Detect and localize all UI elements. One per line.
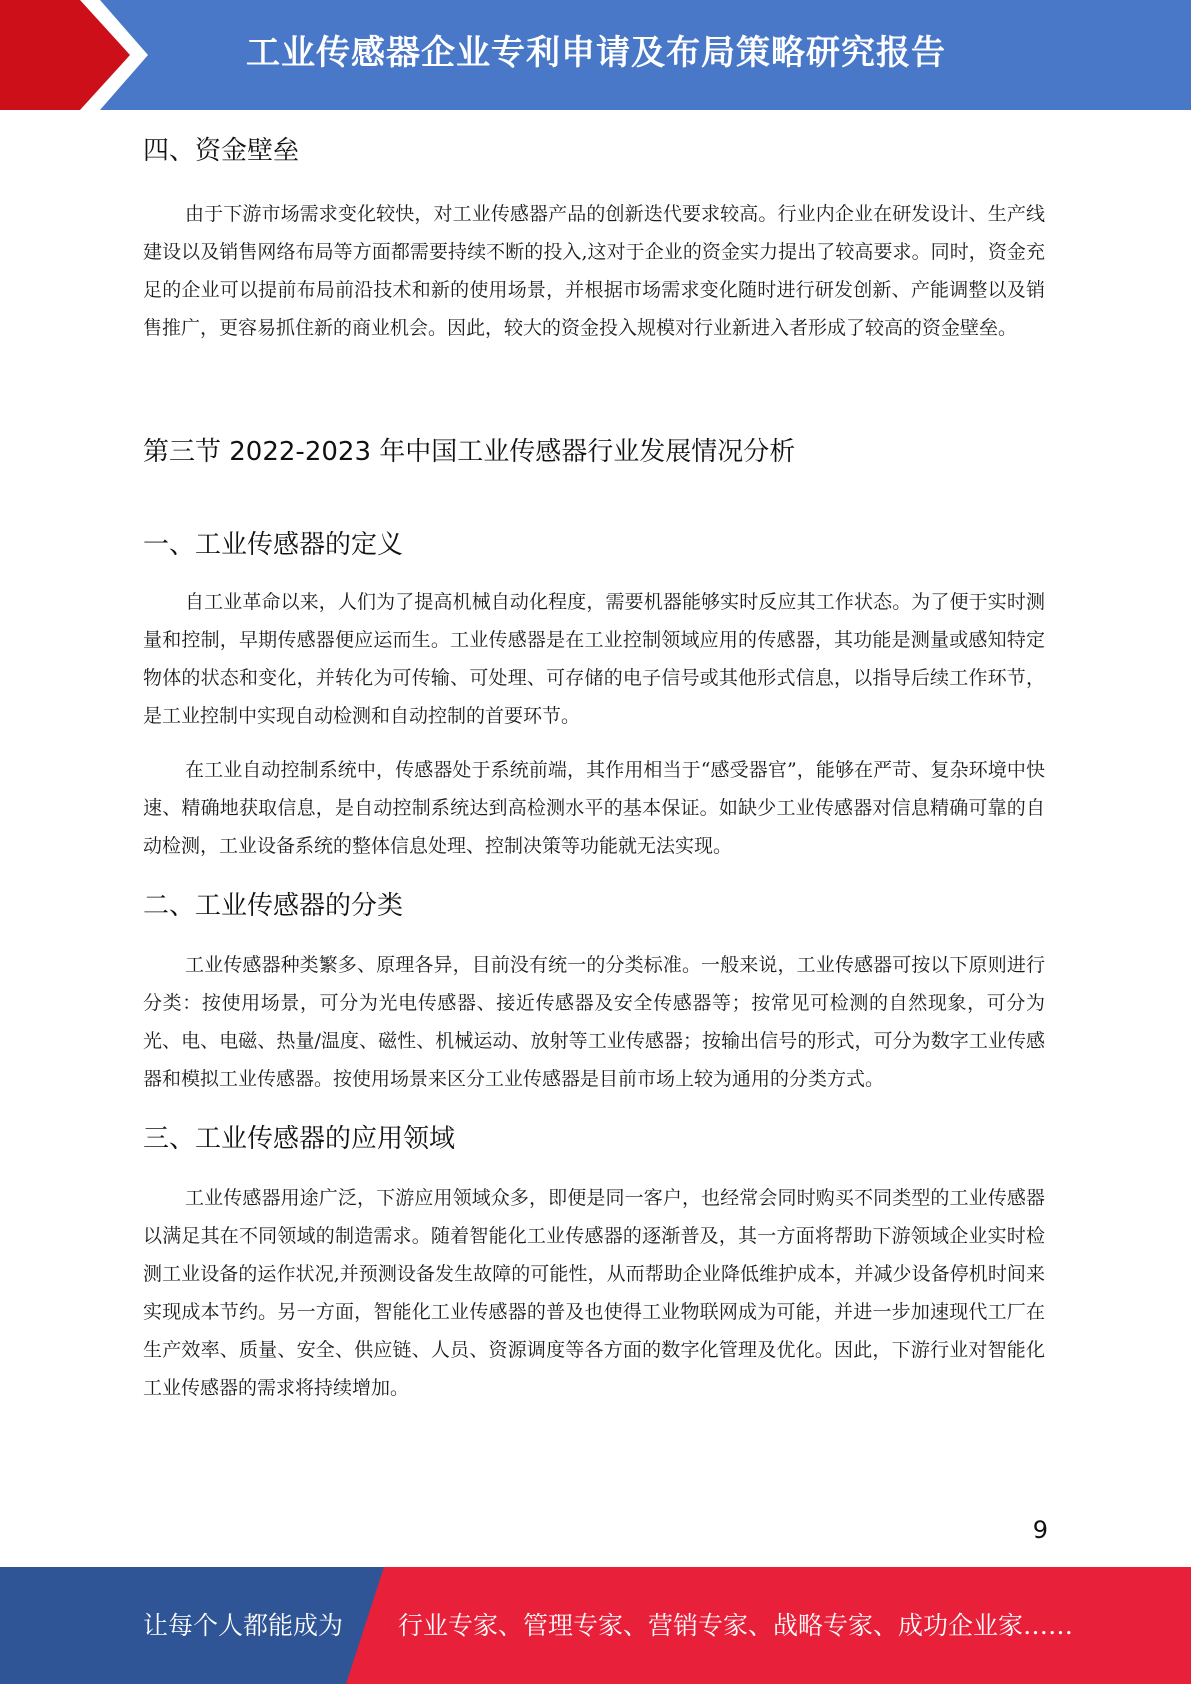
section-heading-classification: 二、工业传感器的分类	[143, 891, 404, 921]
footer-slogan-left: 让每个人都能成为	[143, 1611, 344, 1640]
page-content	[143, 120, 1045, 1407]
report-title: 工业传感器企业专利申请及布局策略研究报告	[246, 33, 946, 73]
paragraph: 由于下游市场需求变化较快，对工业传感器产品的创新迭代要求较高。行业内企业在研发设计、生产线建设以及销售网络布局等方面都需要持续不断的投入,这对于企业的资金实力提出了较高要求。同时，资金充足的企业可以提前布局前沿技术和新的使用场景，并根据市场需求变化随时进行研发创新、产能调整以及销售推广，更容易抓住新的商业机会。因此，较大的资金投入规模对行业新进入者形成了较高的资金壁垒。	[143, 203, 1045, 339]
section-heading-definition: 一、工业传感器的定义	[143, 530, 404, 560]
paragraph: 在工业自动控制系统中，传感器处于系统前端，其作用相当于“感受器官”，能够在严苛、复杂环境中快速、精确地获取信息，是自动控制系统达到高检测水平的基本保证。如缺少工业传感器对信息精确可靠的自动检测，工业设备系统的整体信息处理、控制决策等功能就无法实现。	[143, 759, 1045, 857]
page-number: 9	[1032, 1516, 1048, 1544]
section-heading-funding-barrier: 四、资金壁垒	[143, 136, 300, 166]
chevron-arrow-icon	[0, 0, 160, 110]
paragraph: 工业传感器种类繁多、原理各异，目前没有统一的分类标准。一般来说，工业传感器可按以下原则进行分类：按使用场景，可分为光电传感器、接近传感器及安全传感器等；按常见可检测的自然现象，可分为光、电、电磁、热量/温度、磁性、机械运动、放射等工业传感器；按输出信号的形式，可分为数字工业传感器和模拟工业传感器。按使用场景来区分工业传感器是目前市场上较为通用的分类方式。	[143, 954, 1045, 1090]
paragraph: 自工业革命以来，人们为了提高机械自动化程度，需要机器能够实时反应其工作状态。为了便于实时测量和控制，早期传感器便应运而生。工业传感器是在工业控制领域应用的传感器，其功能是测量或感知特定物体的状态和变化，并转化为可传输、可处理、可存储的电子信号或其他形式信息，以指导后续工作环节，是工业控制中实现自动检测和自动控制的首要环节。	[143, 591, 1045, 727]
paragraph: 工业传感器用途广泛，下游应用领域众多，即便是同一客户，也经常会同时购买不同类型的工业传感器以满足其在不同领域的制造需求。随着智能化工业传感器的逐渐普及，其一方面将帮助下游领域企业实时检测工业设备的运作状况,并预测设备发生故障的可能性，从而帮助企业降低维护成本，并减少设备停机时间来实现成本节约。另一方面，智能化工业传感器的普及也使得工业物联网成为可能，并进一步加速现代工厂在生产效率、质量、安全、供应链、人员、资源调度等各方面的数字化管理及优化。因此，下游行业对智能化工业传感器的需求将持续增加。	[143, 1187, 1045, 1399]
footer-slogan-right: 行业专家、管理专家、营销专家、战略专家、成功企业家……	[398, 1611, 1074, 1640]
chapter-heading: 第三节 2022-2023 年中国工业传感器行业发展情况分析	[143, 437, 796, 467]
page-footer	[0, 1567, 1191, 1684]
section-heading-applications: 三、工业传感器的应用领域	[143, 1124, 456, 1154]
page-header	[0, 0, 1191, 110]
